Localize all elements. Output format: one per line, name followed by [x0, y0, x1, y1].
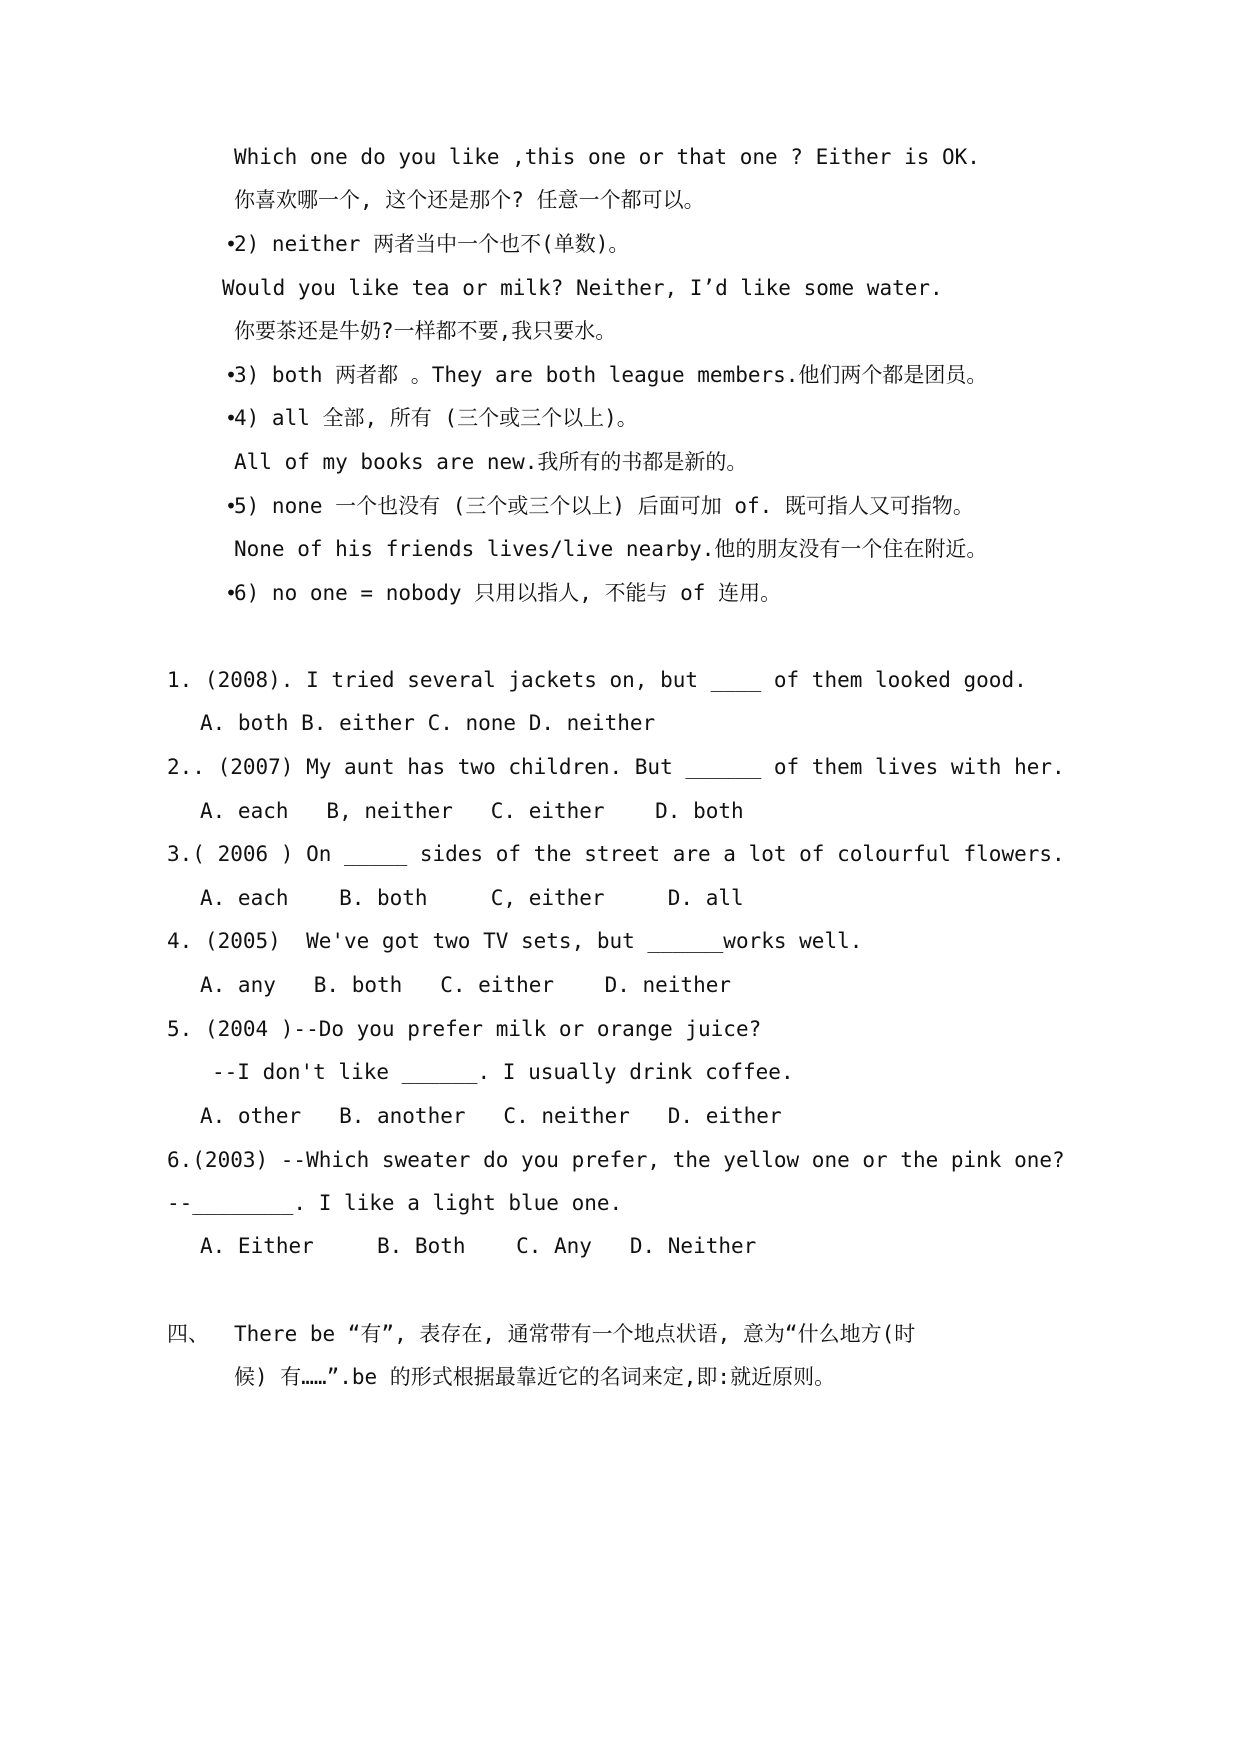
exercise-continuation: --I don't like ______. I usually drink coffee. [212, 1060, 794, 1084]
note-line: 你喜欢哪一个, 这个还是那个? 任意一个都可以。 [234, 188, 705, 212]
note-line: 5) none 一个也没有 (三个或三个以上) 后面可加 of. 既可指人又可指物。 [234, 494, 974, 518]
note-line: 4) all 全部, 所有 (三个或三个以上)。 [234, 406, 638, 430]
note-line: Which one do you like ,this one or that one ? Either is OK. [234, 145, 980, 169]
exercise-question: 6.(2003) --Which sweater do you prefer, the yellow one or the pink one? [167, 1148, 1065, 1172]
note-line: None of his friends lives/live nearby.他的朋友没有一个住在附近。 [234, 537, 988, 561]
exercise-question: 3.( 2006 ) On _____ sides of the street are a lot of colourful flowers. [167, 842, 1065, 866]
bullet-icon: • [225, 494, 238, 518]
note-line: 2) neither 两者当中一个也不(单数)。 [234, 232, 630, 256]
note-line: 6) no one = nobody 只用以指人, 不能与 of 连用。 [234, 581, 782, 605]
exercise-options: A. each B. both C, either D. all [200, 886, 744, 910]
note-line: 3) both 两者都 。They are both league members.他们两个都是团员。 [234, 363, 988, 387]
exercise-question: 4. (2005) We've got two TV sets, but ______works well. [167, 929, 863, 953]
bullet-icon: • [225, 406, 238, 430]
exercise-options: A. other B. another C. neither D. either [200, 1104, 782, 1128]
exercise-continuation: --________. I like a light blue one. [167, 1191, 623, 1215]
bullet-icon: • [225, 232, 238, 256]
note-line: All of my books are new.我所有的书都是新的。 [234, 450, 748, 474]
exercise-options: A. Either B. Both C. Any D. Neither [200, 1234, 757, 1258]
section-text: There be “有”, 表存在, 通常带有一个地点状语, 意为“什么地方(时 [234, 1322, 916, 1346]
bullet-icon: • [225, 363, 238, 387]
exercise-question: 5. (2004 )--Do you prefer milk or orange juice? [167, 1017, 762, 1041]
exercise-question: 1. (2008). I tried several jackets on, but ____ of them looked good. [167, 668, 1027, 692]
exercise-options: A. both B. either C. none D. neither [200, 711, 656, 735]
exercise-options: A. each B, neither C. either D. both [200, 799, 744, 823]
bullet-icon: • [225, 581, 238, 605]
exercise-question: 2.. (2007) My aunt has two children. But ______ of them lives with her. [167, 755, 1065, 779]
note-line: 你要茶还是牛奶?一样都不要,我只要水。 [234, 319, 617, 343]
section-text: 候) 有……”.be 的形式根据最靠近它的名词来定,即:就近原则。 [234, 1365, 836, 1389]
exercise-options: A. any B. both C. either D. neither [200, 973, 732, 997]
section-number: 四、 [167, 1322, 209, 1346]
note-line: Would you like tea or milk? Neither, I’d like some water. [222, 276, 943, 300]
